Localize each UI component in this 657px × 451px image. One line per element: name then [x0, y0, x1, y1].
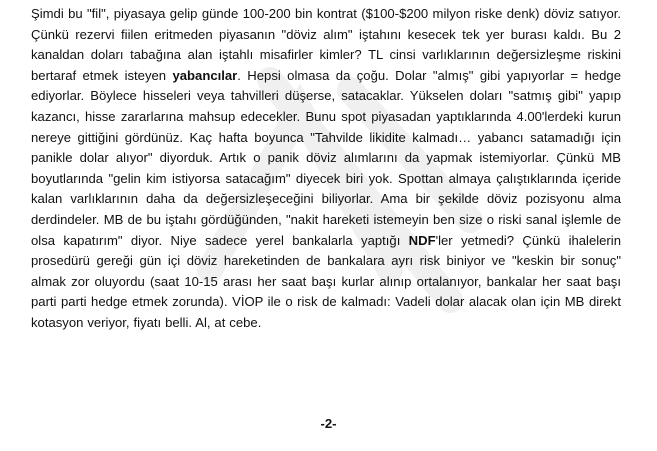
bold-term-ndf: NDF	[408, 232, 436, 248]
text-segment: Şimdi bu "fil", piyasaya gelip günde 100-200 bin kontrat ($100-$200 milyon riske denk) döviz satıyor. Çünkü rezervi fiilen eritmeden piyasanın "döviz alım" iştahını kesecek tek yer burası kaldı. Bu 2 kanaldan doları tabağına alan iştahlı misafirler kimler? TL cinsi varlıklarının değersizleşme riskini bertaraf etmek isteyen	[31, 6, 621, 83]
body-paragraph	[31, 4, 621, 334]
text-segment: 'ler yetmedi? Çünkü ihalelerin prosedürü gereği gün içi döviz hareketinden de bankalara ayrı risk biniyor ve "keskin bir sonuç" almak zor oluyordu (saat 10-15 arası her saat başı kurlar alınıp ortalanıyor, bankalar her saat başı parti parti hedge etmek zorunda). VİOP ile o risk de kalmadı: Vadeli dolar alacak olan için MB direkt kotasyon veriyor, fiyatı belli. Al, at cebe.	[31, 232, 621, 330]
page-number: -2-	[320, 416, 337, 431]
bold-term-yabancilar: yabancılar	[172, 67, 238, 83]
text-segment: . Hepsi olmasa da çoğu. Dolar "almış" gibi yapıyorlar = hedge ediyorlar. Böylece hisseleri veya tahvilleri düşerse, satacaklar. Yükselen doları "satmış gibi" yapıp kazancı, hisse zararlarına mahsup edecekler. Bunu spot piyasadan yaptıklarında 4.00'lerdeki kurun nereye gittiğini gördünüz. Kaç hafta boyunca "Tahvilde likidite kalmadı… yabancı satamadığı için panikle dolar alıyor" diyorduk. Artık o panik döviz alımlarını da yapmak istemiyorlar. Çünkü MB boyutlarında "gelin kim istiyorsa satacağım" diyecek biri yok. Spottan almaya çalıştıklarında içeride kalan varlıklarının daha da değersizleşeceğini biliyorlar. Ama bir şekilde döviz pozisyonu alma derdindeler. MB de bu iştahı gördüğünden, "nakit hareketi istemeyin ben size o riski sanal işlemle de olsa kapatırım" diyor. Niye sadece yerel bankalarla yaptığı	[31, 67, 621, 248]
